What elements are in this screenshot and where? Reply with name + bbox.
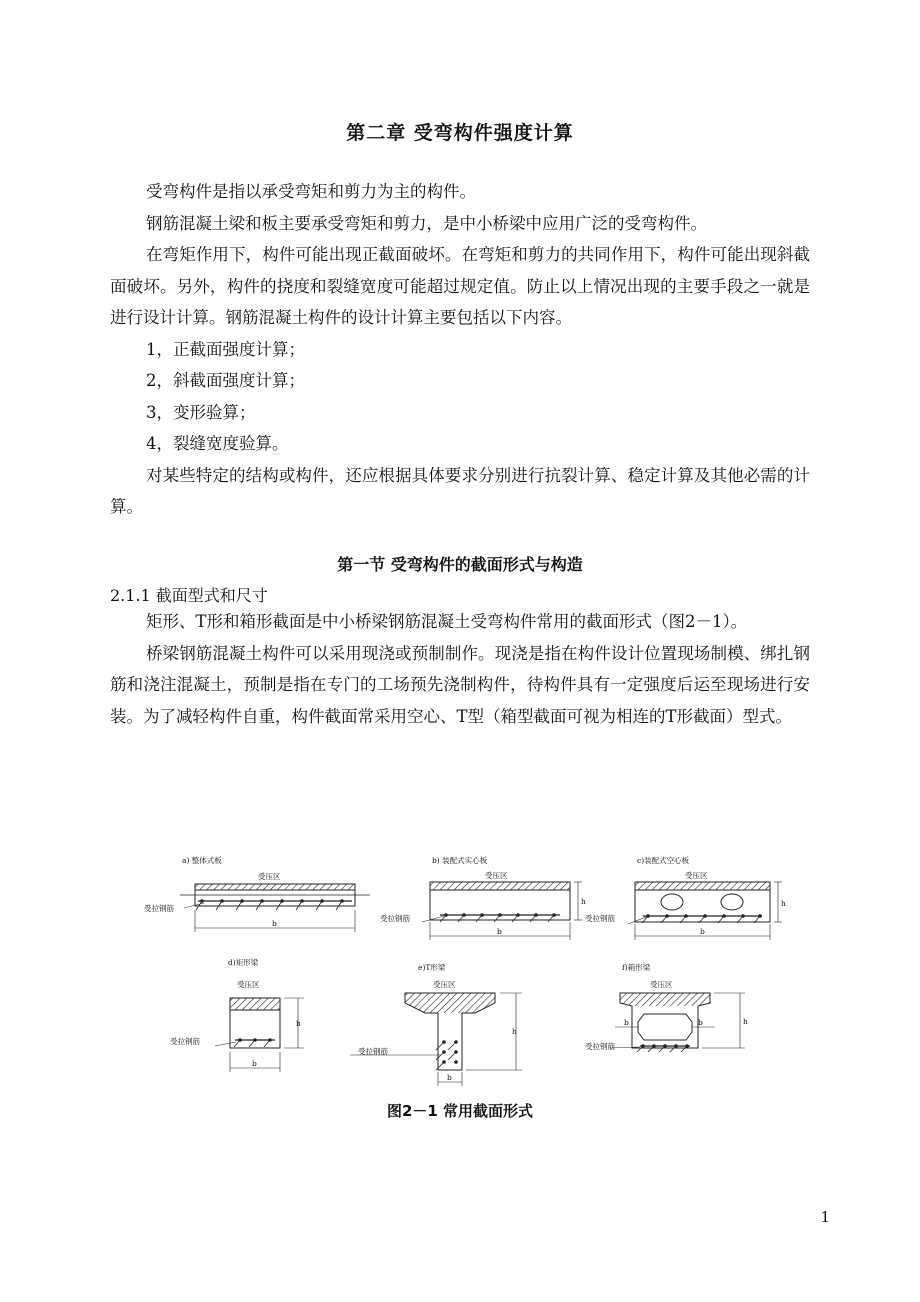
compression-zone-label: 受压区 (485, 871, 508, 880)
subsection-title: 2.1.1 截面型式和尺寸 (110, 586, 268, 605)
page-number: 1 (820, 1208, 830, 1226)
compression-zone-label: 受压区 (237, 980, 260, 989)
tension-steel-label: 受拉钢筋 (144, 904, 174, 913)
chapter-title: 第二章 受弯构件强度计算 (346, 122, 574, 144)
dim-h: h (781, 899, 786, 908)
tension-steel-label: 受拉钢筋 (358, 1047, 388, 1056)
dim-b: b (252, 1059, 257, 1068)
section-types-figure (140, 850, 800, 1090)
paragraph: 在弯矩作用下，构件可能出现正截面破坏。在弯矩和剪力的共同作用下，构件可能出现斜截面破坏。另外，构件的挠度和裂缝宽度可能超过规定值。防止以上情况出现的主要手段之一就是进行设计计算。钢筋混凝土构件的设计计算主要包括以下内容。 (110, 245, 810, 327)
figure-caption: 图2－1 常用截面形式 (386, 1102, 534, 1120)
dim-b: b (700, 927, 705, 936)
list-item: 4，裂缝宽度验算。 (146, 434, 289, 453)
section-text (110, 606, 810, 732)
tension-steel-label: 受拉钢筋 (170, 1037, 200, 1046)
paragraph: 钢筋混凝土梁和板主要承受弯矩和剪力，是中小桥梁中应用广泛的受弯构件。 (146, 213, 707, 233)
diagram-hollow-slab (628, 882, 782, 940)
diagram-solid-slab (422, 882, 582, 940)
dim-b: b (698, 1018, 703, 1027)
list-item: 1，正截面强度计算； (146, 339, 305, 359)
list-item: 3，变形验算； (146, 402, 256, 422)
dim-b: b (624, 1018, 629, 1027)
compression-zone-label: 受压区 (685, 871, 708, 880)
dim-b: b (497, 927, 502, 936)
dim-h: h (581, 897, 586, 906)
label-hollow-slab: c)装配式空心板 (637, 856, 690, 865)
label-box-beam: f)箱形梁 (622, 963, 651, 972)
paragraph: 桥梁钢筋混凝土构件可以采用现浇或预制制作。现浇是指在构件设计位置现场制模、绑扎钢筋和浇注混凝土，预制是指在专门的工场预先浇制构件，待构件具有一定强度后运至现场进行安装。为了减轻构件自重，构件截面常采用空心、T型（箱型截面可视为相连的T形截面）型式。 (110, 643, 810, 726)
tension-steel-label: 受拉钢筋 (585, 914, 615, 923)
label-t-beam: e)T形梁 (418, 963, 446, 972)
dim-h: h (743, 1017, 748, 1026)
tension-steel-label: 受拉钢筋 (585, 1042, 615, 1051)
compression-zone-label: 受压区 (433, 980, 456, 989)
diagram-box-beam (610, 993, 745, 1052)
intro-text (110, 176, 810, 523)
tension-steel-label: 受拉钢筋 (380, 914, 410, 923)
section-title: 第一节 受弯构件的截面形式与构造 (337, 555, 583, 574)
dim-b: b (447, 1073, 452, 1082)
diagram-t-beam (350, 993, 522, 1086)
list-item: 2，斜截面强度计算； (146, 371, 305, 390)
compression-zone-label: 受压区 (258, 872, 281, 881)
paragraph: 对某些特定的结构或构件，还应根据具体要求分别进行抗裂计算、稳定计算及其他必需的计算。 (110, 465, 810, 516)
dim-h: h (512, 1027, 517, 1036)
label-solid-slab: b) 装配式实心板 (432, 856, 488, 865)
paragraph: 受弯构件是指以承受弯矩和剪力为主的构件。 (146, 182, 476, 201)
label-rect-beam: d)矩形梁 (228, 958, 259, 967)
dim-h: h (296, 1019, 301, 1028)
dim-b: b (272, 919, 277, 928)
label-integral-slab: a) 整体式板 (182, 856, 222, 865)
compression-zone-label: 受压区 (650, 980, 673, 989)
diagram-rect-beam (215, 998, 304, 1072)
paragraph: 矩形、T形和箱形截面是中小桥梁钢筋混凝土受弯构件常用的截面形式（图2－1）。 (146, 612, 748, 631)
